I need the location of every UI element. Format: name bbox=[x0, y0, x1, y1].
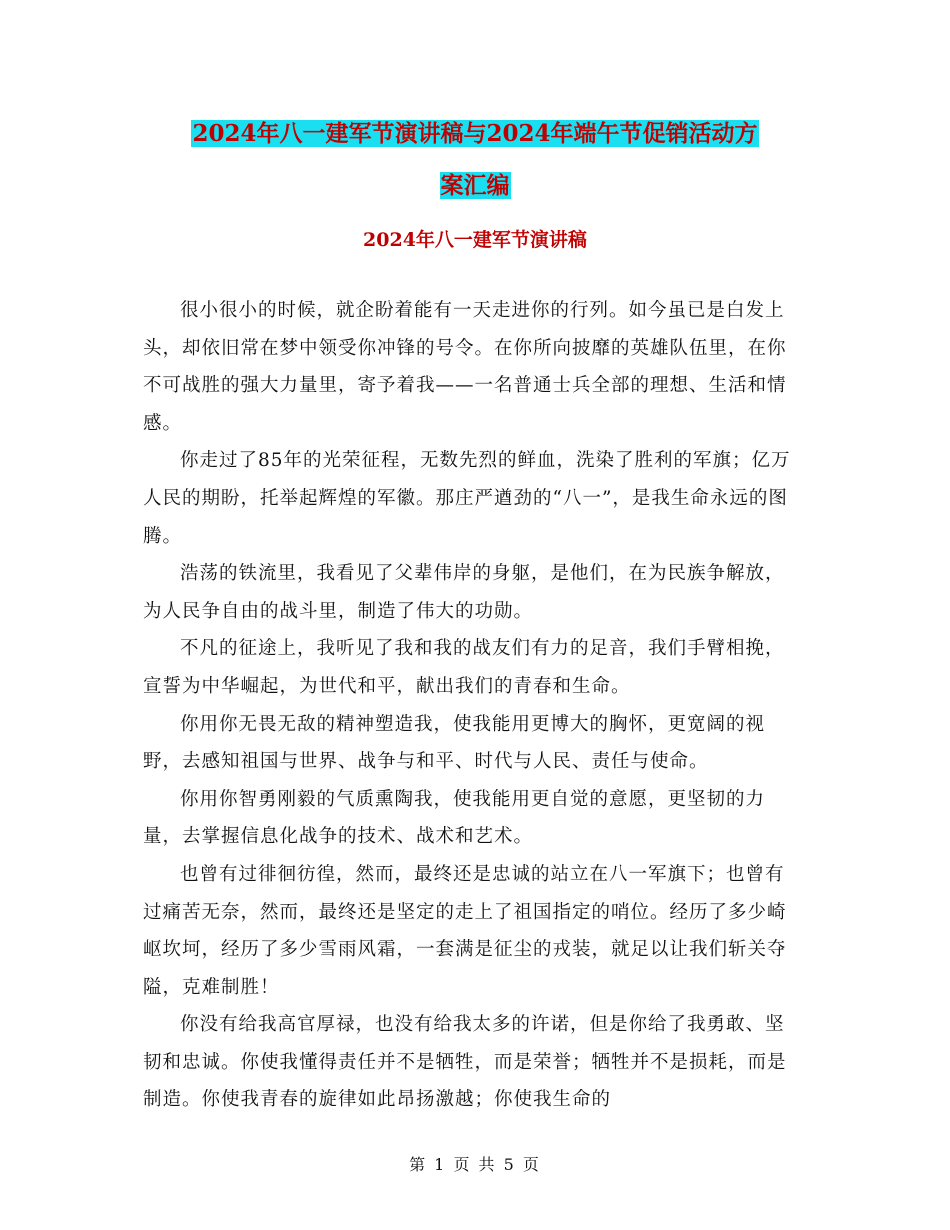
paragraph: 很小很小的时候，就企盼着能有一天走进你的行列。如今虽已是白发上头，却依旧常在梦中领受你冲锋的号令。在你所向披靡的英雄队伍里，在你不可战胜的强大力量里，寄予着我——一名普通士兵全部的理想、生活和情感。 bbox=[143, 300, 787, 434]
document-title-line-2: 案汇编 bbox=[440, 172, 510, 199]
document-title bbox=[0, 108, 950, 212]
paragraph: 你走过了85年的光荣征程，无数先烈的鲜血，洗染了胜利的军旗；亿万人民的期盼，托举起辉煌的军徽。那庄严遒劲的“八一”，是我生命永远的图腾。 bbox=[143, 450, 791, 547]
paragraph: 你用你智勇刚毅的气质熏陶我，使我能用更自觉的意愿，更坚韧的力量，去掌握信息化战争的技术、战术和艺术。 bbox=[143, 788, 766, 848]
paragraph: 你用你无畏无敌的精神塑造我，使我能用更博大的胸怀，更宽阔的视野，去感知祖国与世界、战争与和平、时代与人民、责任与使命。 bbox=[143, 713, 766, 773]
document-body bbox=[143, 292, 803, 1119]
document-title-line-1: 2024年八一建军节演讲稿与2024年端午节促销活动方 bbox=[192, 120, 758, 147]
paragraph: 不凡的征途上，我听见了我和我的战友们有力的足音，我们手臂相挽，宣誓为中华崛起，为世代和平，献出我们的青春和生命。 bbox=[143, 638, 785, 697]
paragraph: 也曾有过徘徊彷徨，然而，最终还是忠诚的站立在八一军旗下；也曾有过痛苦无奈，然而，最终还是坚定的走上了祖国指定的哨位。经历了多少崎岖坎坷，经历了多少雪雨风霜，一套满是征尘的戎装，就足以让我们斩关夺隘，克难制胜！ bbox=[143, 863, 787, 998]
page-footer: 第 1 页 共 5 页 bbox=[409, 1155, 541, 1174]
paragraph: 浩荡的铁流里，我看见了父辈伟岸的身躯，是他们，在为民族争解放，为人民争自由的战斗里，制造了伟大的功勋。 bbox=[143, 563, 785, 622]
section-title: 2024年八一建军节演讲稿 bbox=[363, 229, 587, 251]
paragraph: 你没有给我高官厚禄，也没有给我太多的许诺，但是你给了我勇敢、坚韧和忠诚。你使我懂得责任并不是牺牲，而是荣誉；牺牲并不是损耗，而是制造。你使我青春的旋律如此昂扬激越；你使我生命的 bbox=[143, 1014, 787, 1111]
